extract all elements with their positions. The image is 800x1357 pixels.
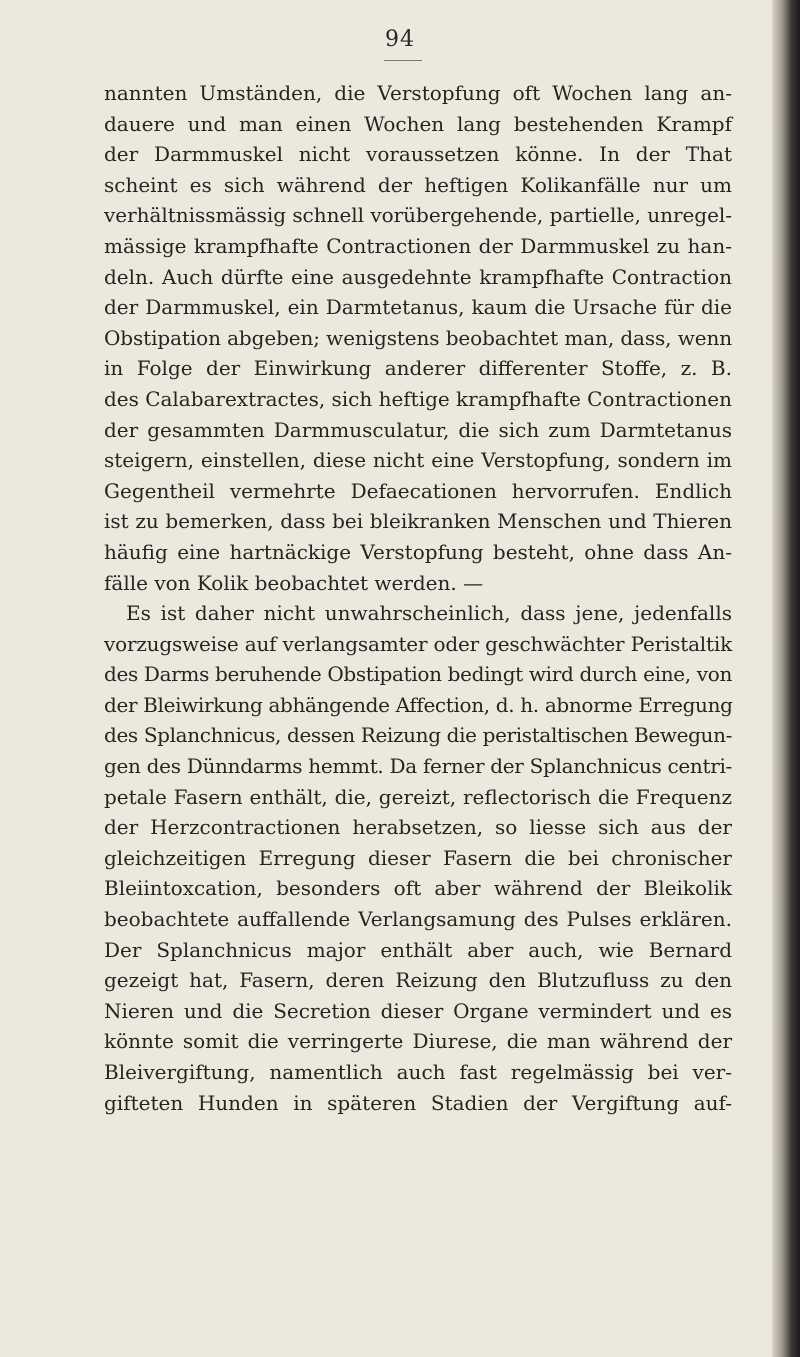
text-line: steigern, einstellen, diese nicht eine Verstopfung, sondern im: [104, 448, 732, 473]
text-line: des Darms beruhende Obstipation bedingt wird durch eine, von: [104, 662, 732, 687]
text-line: könnte somit die verringerte Diurese, die man während der: [104, 1029, 732, 1054]
text-line: Bleivergiftung, namentlich auch fast regelmässig bei ver-: [104, 1060, 732, 1084]
text-line: fälle von Kolik beobachtet werden. —: [104, 570, 484, 595]
page-number-rule: [384, 60, 422, 61]
text-line: der gesammten Darmmusculatur, die sich zum Darmtetanus: [104, 417, 732, 442]
text-line: ist zu bemerken, dass bei bleikranken Menschen und Thieren: [104, 509, 732, 534]
text-line: dauere und man einen Wochen lang bestehenden Krampf: [104, 111, 732, 136]
text-line: scheint es sich während der heftigen Kolikanfälle nur um: [104, 172, 732, 197]
text-line: beobachtete auffallende Verlangsamung des Pulses erklären.: [104, 907, 732, 932]
text-line: verhältnissmässig schnell vorübergehende, partielle, unregel-: [104, 203, 733, 228]
text-line: Nieren und die Secretion dieser Organe vermindert und es: [104, 998, 732, 1023]
text-line: in Folge der Einwirkung anderer differenter Stoffe, z. B.: [104, 356, 732, 381]
text-line: Es ist daher nicht unwahrscheinlich, dass jene, jedenfalls: [126, 601, 732, 626]
text-line: nannten Umständen, die Verstopfung oft Wochen lang an-: [104, 81, 732, 105]
text-line: der Herzcontractionen herabsetzen, so liesse sich aus der: [104, 815, 732, 840]
page-binding-edge: [772, 0, 800, 1357]
text-line: der Bleiwirkung abhängende Affection, d. h. abnorme Erregung: [104, 692, 733, 717]
text-line: gezeigt hat, Fasern, deren Reizung den Blutzufluss zu den: [104, 968, 732, 993]
text-line: vorzugsweise auf verlangsamter oder geschwächter Peristaltik: [104, 631, 732, 656]
body-text: [104, 78, 732, 1118]
text-line: mässige krampfhafte Contractionen der Darmmuskel zu han-: [104, 233, 732, 258]
text-line: des Splanchnicus, dessen Reizung die peristaltischen Bewegun-: [104, 723, 732, 748]
text-line: gen des Dünndarms hemmt. Da ferner der Splanchnicus centri-: [104, 754, 733, 779]
text-line: Bleiintoxcation, besonders oft aber während der Bleikolik: [104, 876, 732, 901]
text-line: gleichzeitigen Erregung dieser Fasern die bei chronischer: [104, 845, 732, 870]
page-number: 94: [385, 27, 415, 52]
text-line: häufig eine hartnäckige Verstopfung besteht, ohne dass An-: [104, 539, 732, 564]
text-line: Obstipation abgeben; wenigstens beobachtet man, dass, wenn: [104, 325, 733, 350]
text-line: gifteten Hunden in späteren Stadien der Vergiftung auf-: [104, 1090, 732, 1115]
text-line: der Darmmuskel, ein Darmtetanus, kaum die Ursache für die: [104, 295, 732, 320]
text-line: Der Splanchnicus major enthält aber auch, wie Bernard: [104, 937, 732, 962]
text-line: des Calabarextractes, sich heftige krampfhafte Contractionen: [104, 386, 733, 411]
text-line: petale Fasern enthält, die, gereizt, reflectorisch die Frequenz: [104, 784, 732, 809]
text-line: der Darmmuskel nicht voraussetzen könne. In der That: [104, 142, 732, 167]
text-line: deln. Auch dürfte eine ausgedehnte krampfhafte Contraction: [104, 264, 732, 289]
text-line: Gegentheil vermehrte Defaecationen hervorrufen. Endlich: [104, 478, 732, 503]
